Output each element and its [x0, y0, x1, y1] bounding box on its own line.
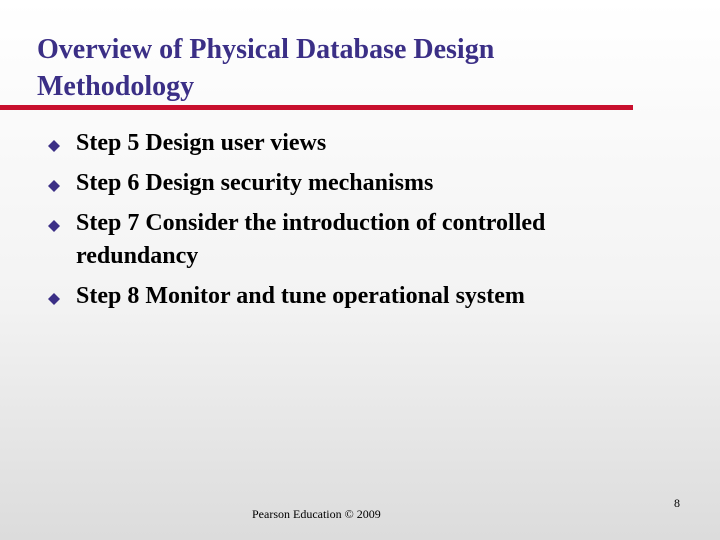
title-underline-rule: [0, 105, 633, 110]
bullet-item-step-7: [48, 207, 668, 273]
slide-title-line-1: Overview of Physical Database Design: [37, 34, 495, 65]
bullet-text: Step 6 Design security mechanisms: [76, 170, 434, 196]
diamond-bullet-icon: [48, 293, 60, 305]
bullet-text: Step 5 Design user views: [76, 130, 327, 156]
bullet-text: Step 8 Monitor and tune operational system: [76, 283, 525, 309]
diamond-bullet-icon: [48, 180, 60, 192]
bullet-text: Step 7 Consider the introduction of controlled redundancy: [76, 210, 546, 269]
bullet-item-step-5: [48, 127, 668, 160]
bullet-item-step-8: [48, 280, 668, 313]
bullet-item-step-6: [48, 167, 668, 200]
slide-title: [37, 31, 637, 105]
footer-copyright: Pearson Education © 2009: [252, 507, 381, 521]
slide-title-line-2: Methodology: [37, 71, 195, 102]
page-number: 8: [674, 496, 680, 510]
diamond-bullet-icon: [48, 140, 60, 152]
diamond-bullet-icon: [48, 220, 60, 232]
bullet-list: [48, 127, 668, 320]
